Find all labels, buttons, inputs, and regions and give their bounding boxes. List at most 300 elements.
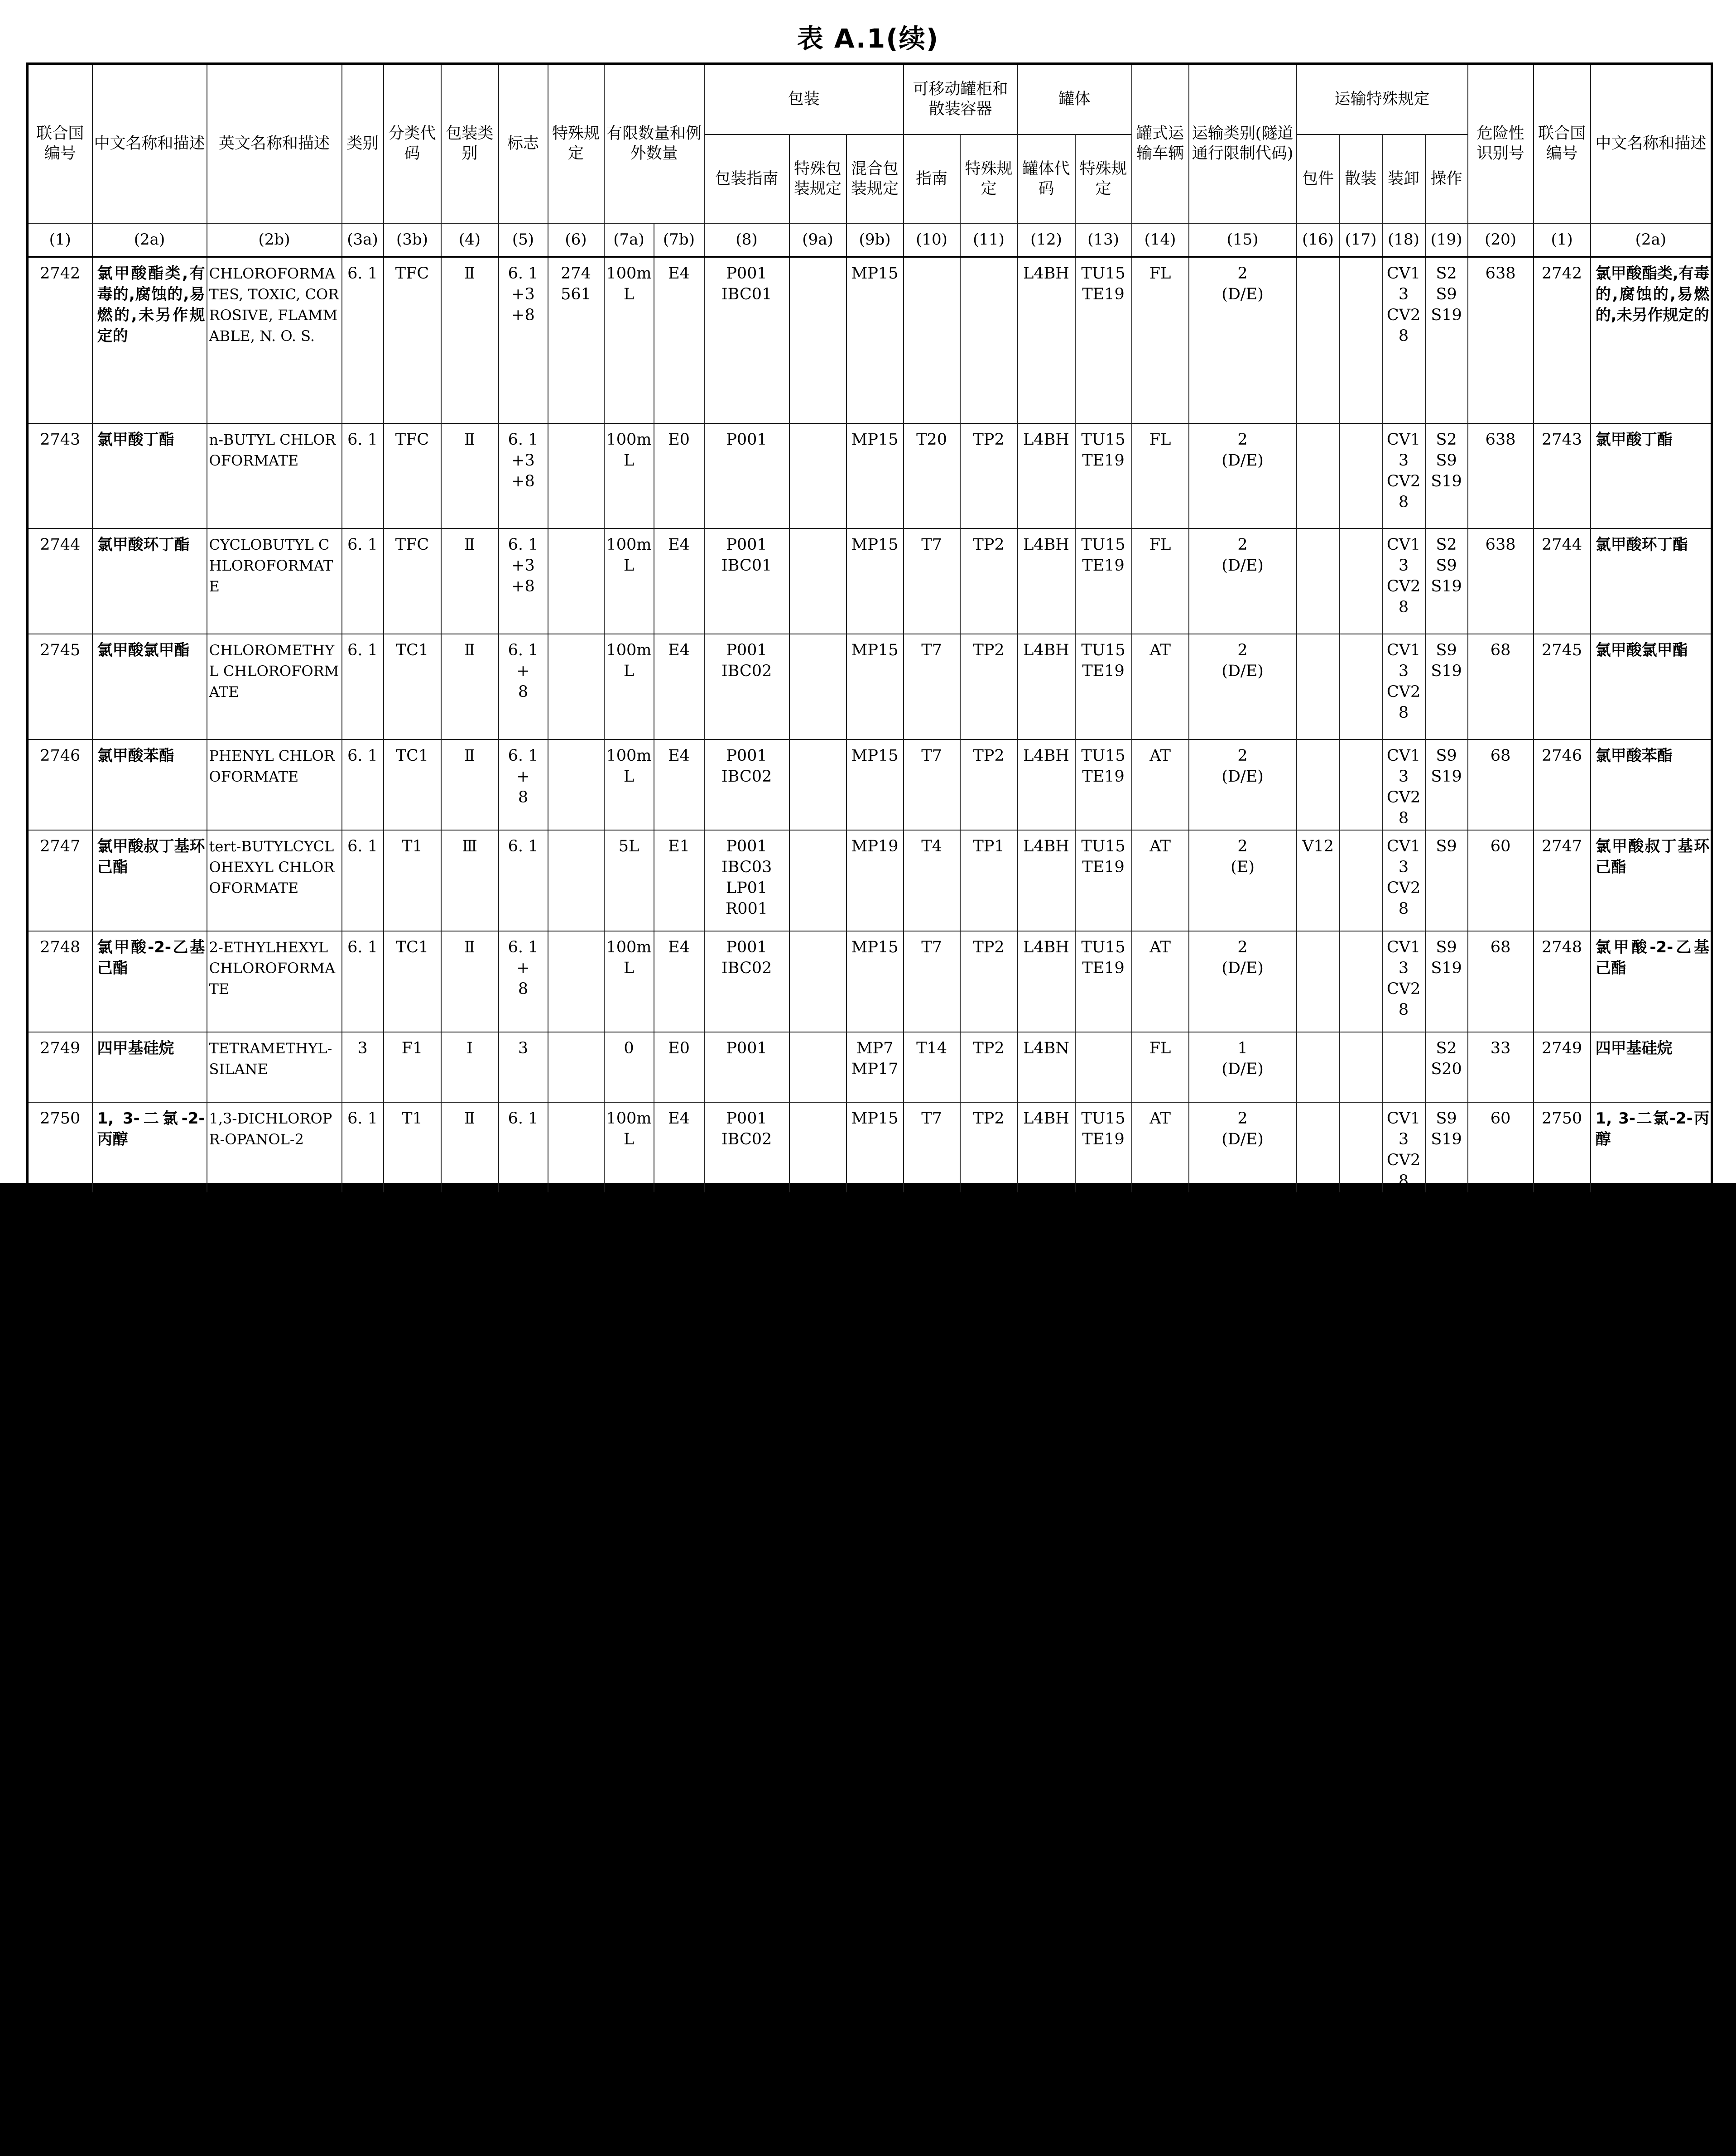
table-cell: P001 IBC03 LP01 R001 xyxy=(704,830,789,931)
table-cell: TU15 TE19 xyxy=(1075,423,1132,528)
table-cell: AT xyxy=(1132,739,1189,830)
table-cell: TP1 xyxy=(960,830,1018,931)
table-cell: 氯甲酸苯酯 xyxy=(1591,739,1712,830)
table-cell: E1 xyxy=(654,830,704,931)
table-row xyxy=(28,257,1712,423)
table-cell: 四甲基硅烷 xyxy=(92,1032,207,1102)
table-cell: AT xyxy=(1132,830,1189,931)
table-cell: E4 xyxy=(654,739,704,830)
table-cell: 2745 xyxy=(28,634,92,739)
table-cell: 68 xyxy=(1468,739,1534,830)
hdr-un-no: 联合国编号 xyxy=(28,64,92,223)
column-number: (13) xyxy=(1075,223,1132,257)
table-cell: 1, 3-二氯-2-丙醇 xyxy=(1591,1102,1712,1194)
table-cell: 氯甲酸叔丁基环己酯 xyxy=(1591,830,1712,931)
hdr-portable: 可移动罐柜和散装容器 xyxy=(904,64,1018,134)
table-cell: 3 xyxy=(499,1032,548,1102)
table-cell: 6. 1 xyxy=(499,830,548,931)
table-cell: T7 xyxy=(904,931,960,1032)
table-cell: 6. 1 xyxy=(342,739,384,830)
table-cell: 5L xyxy=(604,830,654,931)
dangerous-goods-table xyxy=(26,62,1713,1195)
table-cell: L4BH xyxy=(1018,257,1075,423)
table-cell: S2 S9 S19 xyxy=(1425,257,1468,423)
table-cell: 氯甲酸丁酯 xyxy=(92,423,207,528)
table-cell: 2-ETHYLHEXYL CHLOROFORMATE xyxy=(207,931,342,1032)
table-cell: MP15 xyxy=(846,739,904,830)
table-cell: MP15 xyxy=(846,1102,904,1194)
table-cell: CV13 CV28 xyxy=(1382,423,1425,528)
table-cell xyxy=(789,830,846,931)
table-cell xyxy=(1340,830,1382,931)
hdr-loading: 装卸 xyxy=(1382,134,1425,223)
column-number: (1) xyxy=(1534,223,1591,257)
table-cell: 3 xyxy=(342,1032,384,1102)
table-cell: 氯甲酸-2-乙基己酯 xyxy=(1591,931,1712,1032)
hdr-vehicle: 罐式运输车辆 xyxy=(1132,64,1189,223)
table-cell xyxy=(1297,634,1340,739)
table-cell: 6. 1 +3 +8 xyxy=(499,528,548,634)
table-row xyxy=(28,739,1712,830)
table-row xyxy=(28,423,1712,528)
table-cell: P001 IBC02 xyxy=(704,1102,789,1194)
table-cell: 2746 xyxy=(1534,739,1591,830)
table-cell: E4 xyxy=(654,528,704,634)
table-cell: S2 S9 S19 xyxy=(1425,423,1468,528)
table-cell: 6. 1 xyxy=(342,830,384,931)
table-cell: 2748 xyxy=(1534,931,1591,1032)
column-number: (10) xyxy=(904,223,960,257)
table-cell: CV13 CV28 xyxy=(1382,528,1425,634)
table-cell: 2750 xyxy=(28,1102,92,1194)
hdr-cn-name: 中文名称和描述 xyxy=(92,64,207,223)
table-cell: CV13 CV28 xyxy=(1382,931,1425,1032)
table-cell: Ⅲ xyxy=(441,830,499,931)
table-cell: 6. 1 xyxy=(342,931,384,1032)
table-cell xyxy=(1297,257,1340,423)
table-cell: 2750 xyxy=(1534,1102,1591,1194)
table-cell xyxy=(789,257,846,423)
table-cell: TU15 TE19 xyxy=(1075,739,1132,830)
table-cell: CV13 CV28 xyxy=(1382,739,1425,830)
table-cell: S9 S19 xyxy=(1425,634,1468,739)
column-number: (4) xyxy=(441,223,499,257)
table-cell: CV13 CV28 xyxy=(1382,257,1425,423)
hdr-tank-special: 特殊规定 xyxy=(1075,134,1132,223)
table-cell: 100mL xyxy=(604,1102,654,1194)
table-cell: 氯甲酸环丁酯 xyxy=(92,528,207,634)
table-cell: L4BH xyxy=(1018,423,1075,528)
table-cell xyxy=(548,931,604,1032)
hdr-special: 特殊规定 xyxy=(548,64,604,223)
table-cell: 6. 1 +3 +8 xyxy=(499,423,548,528)
table-cell: P001 IBC02 xyxy=(704,739,789,830)
table-cell: P001 IBC01 xyxy=(704,528,789,634)
table-cell: MP7 MP17 xyxy=(846,1032,904,1102)
table-cell xyxy=(1340,1032,1382,1102)
table-cell: 6. 1 xyxy=(342,423,384,528)
hdr-labels: 标志 xyxy=(499,64,548,223)
table-cell: AT xyxy=(1132,634,1189,739)
table-row xyxy=(28,528,1712,634)
table-cell: 60 xyxy=(1468,1102,1534,1194)
table-cell: 氯甲酸丁酯 xyxy=(1591,423,1712,528)
table-cell: I xyxy=(441,1032,499,1102)
table-cell: 6. 1 + 8 xyxy=(499,739,548,830)
table-cell: F1 xyxy=(384,1032,441,1102)
table-title: 表 A.1(续) xyxy=(797,23,939,54)
table-cell: 6. 1 +3 +8 xyxy=(499,257,548,423)
table-cell xyxy=(548,1032,604,1102)
table-cell: 100mL xyxy=(604,423,654,528)
hdr-class: 类别 xyxy=(342,64,384,223)
table-cell: 2747 xyxy=(1534,830,1591,931)
column-number: (20) xyxy=(1468,223,1534,257)
hdr-hazard-id: 危险性识别号 xyxy=(1468,64,1534,223)
table-cell: CV13 CV28 xyxy=(1382,634,1425,739)
table-cell: 1, 3-二氯-2-丙醇 xyxy=(92,1102,207,1194)
table-cell: 638 xyxy=(1468,528,1534,634)
table-cell: S9 S19 xyxy=(1425,739,1468,830)
table-cell xyxy=(548,423,604,528)
table-cell: 6. 1 xyxy=(342,528,384,634)
table-cell: 四甲基硅烷 xyxy=(1591,1032,1712,1102)
table-cell: 100mL xyxy=(604,257,654,423)
table-cell: TC1 xyxy=(384,634,441,739)
table-cell: FL xyxy=(1132,257,1189,423)
table-cell: Ⅱ xyxy=(441,1102,499,1194)
table-cell xyxy=(1340,739,1382,830)
hdr-mixed: 混合包装规定 xyxy=(846,134,904,223)
table-cell: T20 xyxy=(904,423,960,528)
column-number: (18) xyxy=(1382,223,1425,257)
table-cell: 33 xyxy=(1468,1032,1534,1102)
table-cell: 2745 xyxy=(1534,634,1591,739)
table-cell: PHENYL CHLOROFORMATE xyxy=(207,739,342,830)
table-cell: 2 (E) xyxy=(1189,830,1297,931)
table-cell: 1 (D/E) xyxy=(1189,1032,1297,1102)
table-cell: 2747 xyxy=(28,830,92,931)
table-cell xyxy=(789,634,846,739)
column-number: (8) xyxy=(704,223,789,257)
hdr-bulk: 散装 xyxy=(1340,134,1382,223)
table-cell: E4 xyxy=(654,634,704,739)
hdr-class-code: 分类代码 xyxy=(384,64,441,223)
table-cell: CV13 CV28 xyxy=(1382,1102,1425,1194)
column-number: (5) xyxy=(499,223,548,257)
table-cell xyxy=(548,1102,604,1194)
table-cell: 6. 1 + 8 xyxy=(499,634,548,739)
table-cell: 氯甲酸-2-乙基己酯 xyxy=(92,931,207,1032)
hdr-transport-cat: 运输类别(隧道通行限制代码) xyxy=(1189,64,1297,223)
column-number: (17) xyxy=(1340,223,1382,257)
table-cell: P001 IBC02 xyxy=(704,931,789,1032)
table-cell: L4BN xyxy=(1018,1032,1075,1102)
table-cell xyxy=(548,830,604,931)
table-cell: 氯甲酸氯甲酯 xyxy=(1591,634,1712,739)
table-cell: MP15 xyxy=(846,528,904,634)
hdr-pack-special: 特殊包装规定 xyxy=(789,134,846,223)
table-cell: T4 xyxy=(904,830,960,931)
table-cell: TP2 xyxy=(960,1102,1018,1194)
table-cell xyxy=(789,528,846,634)
table-row xyxy=(28,1032,1712,1102)
table-cell: 2 (D/E) xyxy=(1189,1102,1297,1194)
table-cell: 2 (D/E) xyxy=(1189,423,1297,528)
table-cell: TFC xyxy=(384,528,441,634)
table-cell: P001 xyxy=(704,423,789,528)
table-cell: 100mL xyxy=(604,739,654,830)
table-cell: T1 xyxy=(384,1102,441,1194)
table-cell xyxy=(904,257,960,423)
column-number: (16) xyxy=(1297,223,1340,257)
table-cell: TU15 TE19 xyxy=(1075,528,1132,634)
table-cell: CYCLOBUTYL CHLOROFORMATE xyxy=(207,528,342,634)
table-cell: TP2 xyxy=(960,634,1018,739)
table-cell: TP2 xyxy=(960,423,1018,528)
table-cell: P001 xyxy=(704,1032,789,1102)
table-cell xyxy=(1297,739,1340,830)
table-cell: 2743 xyxy=(1534,423,1591,528)
table-cell: TU15 TE19 xyxy=(1075,830,1132,931)
hdr-tank-code: 罐体代码 xyxy=(1018,134,1075,223)
hdr-operation: 操作 xyxy=(1425,134,1468,223)
table-cell: 6. 1 xyxy=(342,1102,384,1194)
column-number: (9a) xyxy=(789,223,846,257)
table-cell: E4 xyxy=(654,1102,704,1194)
table-cell: S9 xyxy=(1425,830,1468,931)
column-number: (12) xyxy=(1018,223,1075,257)
table-cell: S2 S9 S19 xyxy=(1425,528,1468,634)
hdr-portable-special: 特殊规定 xyxy=(960,134,1018,223)
table-cell: 274 561 xyxy=(548,257,604,423)
table-cell: T7 xyxy=(904,634,960,739)
table-cell: L4BH xyxy=(1018,1102,1075,1194)
table-cell: S9 S19 xyxy=(1425,1102,1468,1194)
table-cell: 氯甲酸叔丁基环己酯 xyxy=(92,830,207,931)
table-row xyxy=(28,634,1712,739)
table-cell: TP2 xyxy=(960,931,1018,1032)
hdr-limited: 有限数量和例外数量 xyxy=(604,64,704,223)
table-cell: Ⅱ xyxy=(441,423,499,528)
table-cell: MP15 xyxy=(846,257,904,423)
table-cell: 2749 xyxy=(1534,1032,1591,1102)
table-cell: TU15 TE19 xyxy=(1075,257,1132,423)
table-cell: 2742 xyxy=(1534,257,1591,423)
table-cell xyxy=(1340,257,1382,423)
table-cell: TFC xyxy=(384,257,441,423)
table-cell: 氯甲酸酯类,有毒的,腐蚀的,易燃的,未另作规定的 xyxy=(1591,257,1712,423)
hdr-packaging: 包装 xyxy=(704,64,904,134)
table-cell: Ⅱ xyxy=(441,739,499,830)
table-cell: CV13 CV28 xyxy=(1382,830,1425,931)
table-cell: FL xyxy=(1132,423,1189,528)
table-cell: S9 S19 xyxy=(1425,931,1468,1032)
table-cell: n-BUTYL CHLOROFORMATE xyxy=(207,423,342,528)
table-cell xyxy=(1297,1102,1340,1194)
table-cell xyxy=(789,739,846,830)
table-cell: 氯甲酸苯酯 xyxy=(92,739,207,830)
table-cell xyxy=(548,739,604,830)
table-cell: 100mL xyxy=(604,634,654,739)
column-number: (2a) xyxy=(1591,223,1712,257)
table-cell: P001 IBC01 xyxy=(704,257,789,423)
table-cell: V12 xyxy=(1297,830,1340,931)
hdr-pack-group: 包装类别 xyxy=(441,64,499,223)
table-cell xyxy=(1297,528,1340,634)
table-cell: P001 IBC02 xyxy=(704,634,789,739)
table-cell: L4BH xyxy=(1018,739,1075,830)
table-cell: 氯甲酸环丁酯 xyxy=(1591,528,1712,634)
table-cell: L4BH xyxy=(1018,528,1075,634)
hdr-instr: 指南 xyxy=(904,134,960,223)
table-cell: 100mL xyxy=(604,528,654,634)
hdr-transport-special: 运输特殊规定 xyxy=(1297,64,1468,134)
table-cell: tert-BUTYLCYCLOHEXYL CHLOROFORMATE xyxy=(207,830,342,931)
table-cell: T14 xyxy=(904,1032,960,1102)
column-number: (2b) xyxy=(207,223,342,257)
table-cell: TU15 TE19 xyxy=(1075,931,1132,1032)
table-cell: TFC xyxy=(384,423,441,528)
table-cell: AT xyxy=(1132,1102,1189,1194)
table-cell: 1,3-DICHLOROPR-OPANOL-2 xyxy=(207,1102,342,1194)
column-number-row xyxy=(28,223,1712,257)
table-cell: 100mL xyxy=(604,931,654,1032)
table-cell: 60 xyxy=(1468,830,1534,931)
table-cell xyxy=(1382,1032,1425,1102)
table-cell: E4 xyxy=(654,931,704,1032)
column-number: (9b) xyxy=(846,223,904,257)
table-cell xyxy=(789,423,846,528)
table-cell: 2743 xyxy=(28,423,92,528)
table-cell xyxy=(789,1102,846,1194)
table-cell: TC1 xyxy=(384,739,441,830)
table-cell: MP19 xyxy=(846,830,904,931)
table-cell: E4 xyxy=(654,257,704,423)
table-cell: 2744 xyxy=(28,528,92,634)
table-cell xyxy=(789,931,846,1032)
table-cell: MP15 xyxy=(846,423,904,528)
table-cell: 2746 xyxy=(28,739,92,830)
table-cell: TETRAMETHYL-SILANE xyxy=(207,1032,342,1102)
hdr-cn-name-2: 中文名称和描述 xyxy=(1591,64,1712,223)
table-cell xyxy=(1075,1032,1132,1102)
table-cell: Ⅱ xyxy=(441,634,499,739)
table-cell: L4BH xyxy=(1018,830,1075,931)
hdr-un-no-2: 联合国编号 xyxy=(1534,64,1591,223)
column-number: (19) xyxy=(1425,223,1468,257)
table-cell: FL xyxy=(1132,1032,1189,1102)
table-cell xyxy=(789,1032,846,1102)
table-cell: 638 xyxy=(1468,423,1534,528)
table-cell: 68 xyxy=(1468,634,1534,739)
table-cell: 2 (D/E) xyxy=(1189,739,1297,830)
table-cell: 2744 xyxy=(1534,528,1591,634)
hdr-pack-instr: 包装指南 xyxy=(704,134,789,223)
hdr-en-name: 英文名称和描述 xyxy=(207,64,342,223)
table-cell: AT xyxy=(1132,931,1189,1032)
column-number: (7a) xyxy=(604,223,654,257)
table-cell: Ⅱ xyxy=(441,931,499,1032)
column-number: (2a) xyxy=(92,223,207,257)
table-cell: FL xyxy=(1132,528,1189,634)
table-cell xyxy=(548,528,604,634)
table-cell: 氯甲酸酯类,有毒的,腐蚀的,易燃的,未另作规定的 xyxy=(92,257,207,423)
table-cell: TU15 TE19 xyxy=(1075,634,1132,739)
table-cell: Ⅱ xyxy=(441,257,499,423)
table-cell: Ⅱ xyxy=(441,528,499,634)
table-cell: T7 xyxy=(904,528,960,634)
table-cell: 2 (D/E) xyxy=(1189,634,1297,739)
table-cell: S2 S20 xyxy=(1425,1032,1468,1102)
table-cell: 0 xyxy=(604,1032,654,1102)
table-cell: L4BH xyxy=(1018,634,1075,739)
column-number: (14) xyxy=(1132,223,1189,257)
table-cell: 68 xyxy=(1468,931,1534,1032)
table-cell xyxy=(548,634,604,739)
table-cell: TP2 xyxy=(960,528,1018,634)
table-row xyxy=(28,931,1712,1032)
table-cell xyxy=(1340,1102,1382,1194)
table-cell: 2 (D/E) xyxy=(1189,257,1297,423)
table-cell: 6. 1 xyxy=(499,1102,548,1194)
table-cell xyxy=(960,257,1018,423)
table-cell: 氯甲酸氯甲酯 xyxy=(92,634,207,739)
column-number: (6) xyxy=(548,223,604,257)
column-number: (15) xyxy=(1189,223,1297,257)
hdr-pkg: 包件 xyxy=(1297,134,1340,223)
table-cell: CHLOROMETHYL CHLOROFORMATE xyxy=(207,634,342,739)
table-cell: T7 xyxy=(904,1102,960,1194)
table-cell: TP2 xyxy=(960,739,1018,830)
table-cell: 2 (D/E) xyxy=(1189,931,1297,1032)
table-cell: 638 xyxy=(1468,257,1534,423)
table-row xyxy=(28,830,1712,931)
table-cell: E0 xyxy=(654,1032,704,1102)
table-cell: TP2 xyxy=(960,1032,1018,1102)
column-number: (3a) xyxy=(342,223,384,257)
column-number: (3b) xyxy=(384,223,441,257)
column-number: (1) xyxy=(28,223,92,257)
table-cell xyxy=(1340,931,1382,1032)
table-cell: MP15 xyxy=(846,931,904,1032)
table-cell: 2749 xyxy=(28,1032,92,1102)
table-cell xyxy=(1297,423,1340,528)
table-row xyxy=(28,1102,1712,1194)
table-cell: 2 (D/E) xyxy=(1189,528,1297,634)
table-cell xyxy=(1340,528,1382,634)
table-cell: L4BH xyxy=(1018,931,1075,1032)
table-cell: T1 xyxy=(384,830,441,931)
table-cell: 2742 xyxy=(28,257,92,423)
column-number: (7b) xyxy=(654,223,704,257)
table-cell xyxy=(1340,423,1382,528)
table-cell: TC1 xyxy=(384,931,441,1032)
column-number: (11) xyxy=(960,223,1018,257)
table-cell: CHLOROFORMATES, TOXIC, CORROSIVE, FLAMMABLE, N. O. S. xyxy=(207,257,342,423)
table-cell xyxy=(1340,634,1382,739)
table-cell: MP15 xyxy=(846,634,904,739)
table-cell: 6. 1 + 8 xyxy=(499,931,548,1032)
hdr-tank: 罐体 xyxy=(1018,64,1132,134)
table-cell xyxy=(1297,1032,1340,1102)
table-cell: 6. 1 xyxy=(342,634,384,739)
table-cell: T7 xyxy=(904,739,960,830)
table-cell: 6. 1 xyxy=(342,257,384,423)
table-cell: TU15 TE19 xyxy=(1075,1102,1132,1194)
table-cell: E0 xyxy=(654,423,704,528)
table-cell xyxy=(1297,931,1340,1032)
